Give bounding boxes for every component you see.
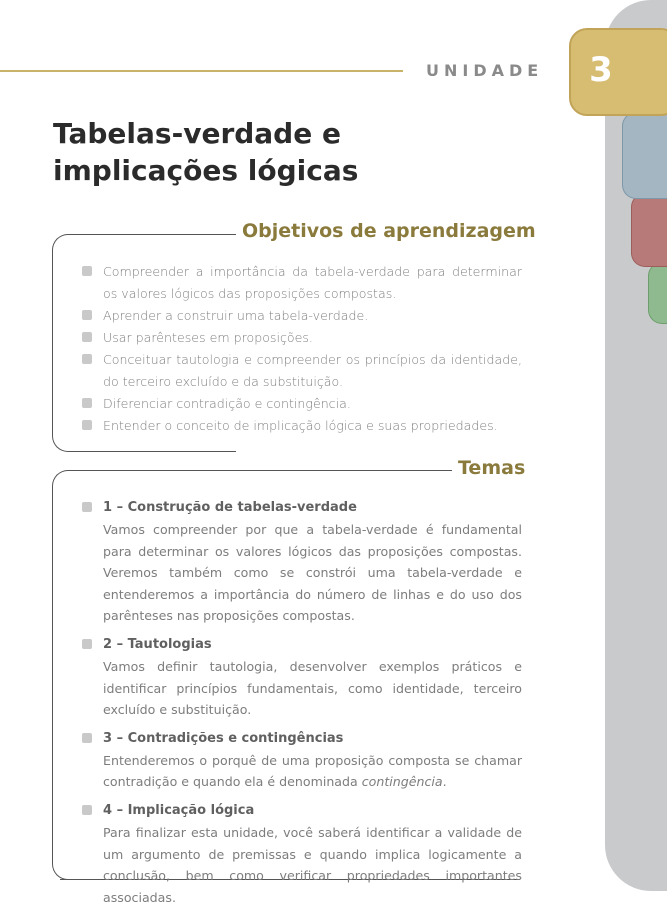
- bullet-icon: [82, 639, 92, 649]
- title-line-2: implicações lógicas: [53, 154, 359, 187]
- tema-item-4: [82, 800, 522, 908]
- page-title: [53, 115, 413, 189]
- tema-text: Entenderemos o porquê de uma proposição composta se chamar contradição e quando ela é denominada contingência.: [103, 752, 522, 790]
- bullet-icon: [82, 502, 92, 512]
- unit-badge: [569, 28, 667, 116]
- list-item: Usar parênteses em proposições.: [82, 327, 522, 349]
- bullet-icon: [82, 354, 92, 364]
- temas-list: [82, 497, 522, 915]
- list-item: Diferenciar contradição e contingência.: [82, 393, 522, 415]
- tema-title: 2 – Tautologias: [103, 636, 212, 652]
- tema-text: Vamos compreender por que a tabela-verdade é fundamental para determinar os valores lógicos das proposições compostas. Veremos também como se constrói uma tabela-verdade e entenderemos a importância do número de linhas e do uso dos parênteses nas proposições compostas.: [103, 522, 522, 624]
- unit-label: UNIDADE: [426, 61, 544, 80]
- list-item: Conceituar tautologia e compreender os princípios da identidade, do terceiro excluído e da substituição.: [82, 349, 522, 393]
- tema-text: Para finalizar esta unidade, você saberá identificar a validade de um argumento de premissas e quando implica logicamente a conclusão, bem como verificar propriedades importantes associadas.: [103, 824, 522, 905]
- italic-term: contingência: [361, 774, 443, 790]
- bullet-icon: [82, 733, 92, 743]
- objetivos-list: [82, 261, 522, 437]
- list-item: Compreender a importância da tabela-verdade para determinar os valores lógicos das proposições compostas.: [82, 261, 522, 305]
- list-item: Aprender a construir uma tabela-verdade.: [82, 305, 522, 327]
- tema-item-2: [82, 634, 522, 721]
- temas-heading: Temas: [452, 457, 525, 479]
- tema-title: 3 – Contradições e contingências: [103, 730, 344, 746]
- tema-item-3: [82, 728, 522, 793]
- bullet-icon: [82, 332, 92, 342]
- header-rule: [0, 70, 403, 72]
- tema-text: Vamos definir tautologia, desenvolver exemplos práticos e identificar princípios fundamentais, como identidade, terceiro excluído e substituição.: [103, 658, 522, 718]
- bullet-icon: [82, 805, 92, 815]
- list-item: Entender o conceito de implicação lógica e suas propriedades.: [82, 415, 522, 437]
- tema-title: 4 – Implicação lógica: [103, 802, 255, 818]
- objetivos-heading: Objetivos de aprendizagem: [236, 220, 536, 242]
- section-tab-blue: [622, 112, 667, 199]
- bullet-icon: [82, 266, 92, 276]
- bullet-icon: [82, 398, 92, 408]
- section-tab-green: [648, 262, 667, 324]
- unit-number: 3: [589, 50, 613, 90]
- tema-title: 1 – Construção de tabelas-verdade: [103, 500, 357, 515]
- section-tab-red: [631, 193, 667, 267]
- bullet-icon: [82, 310, 92, 320]
- bullet-icon: [82, 420, 92, 430]
- title-line-1: Tabelas-verdade e: [53, 117, 341, 150]
- tema-item-1: [82, 497, 522, 627]
